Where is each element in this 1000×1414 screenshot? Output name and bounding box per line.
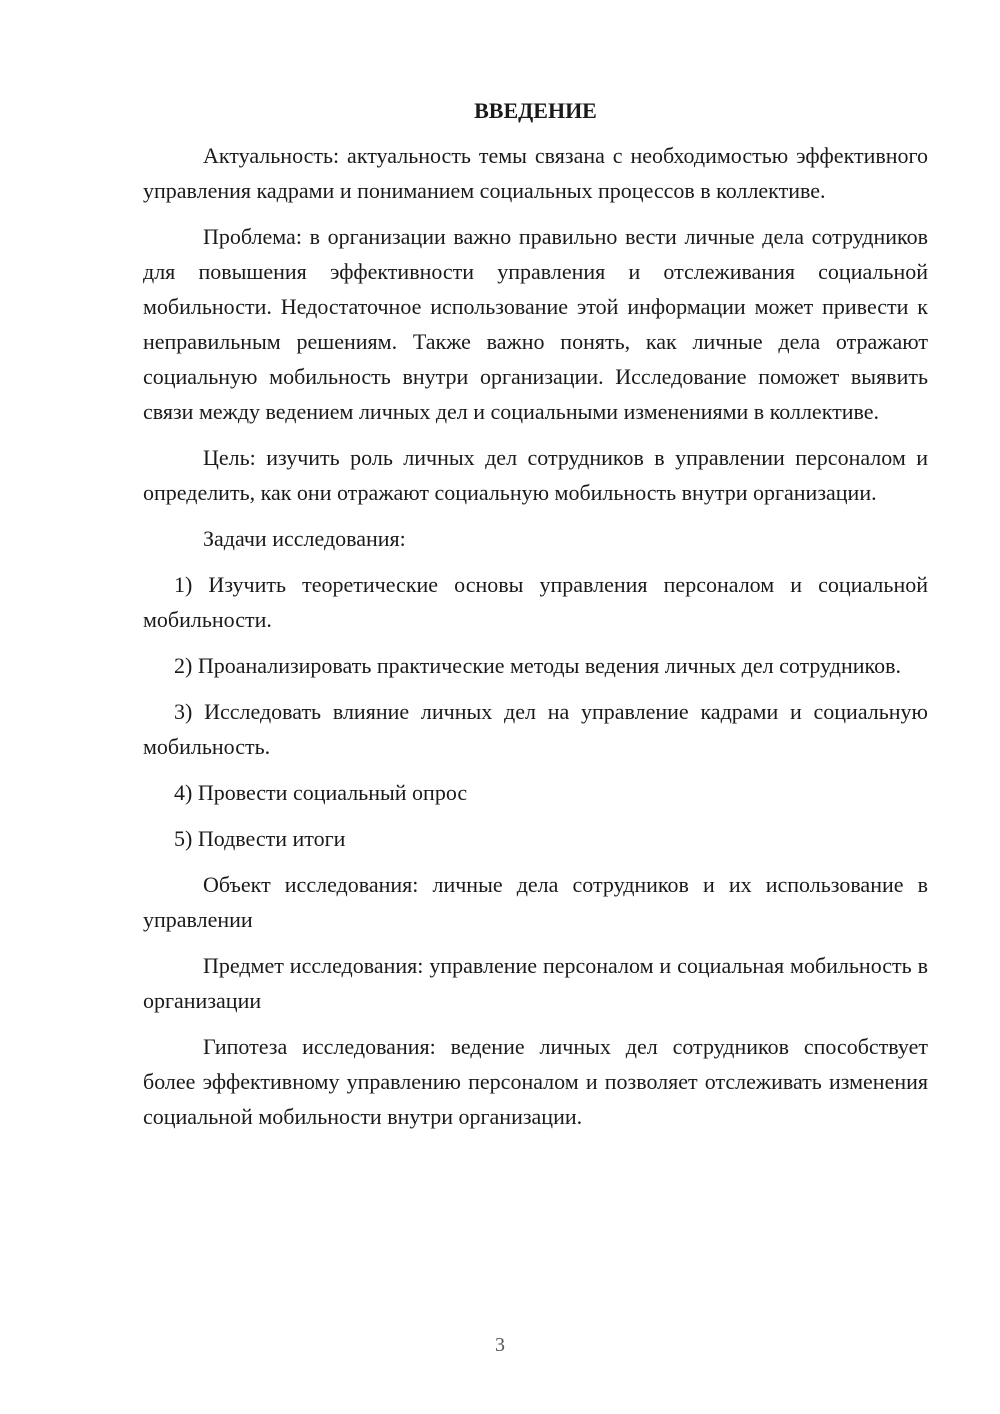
- relevance-paragraph: Актуальность: актуальность темы связана с необходимостью эффективного управления кадрами и пониманием социальных процессов в коллективе.: [143, 143, 928, 203]
- goal-paragraph: Цель: изучить роль личных дел сотрудников в управлении персоналом и определить, как они отражают социальную мобильность внутри организации.: [143, 445, 928, 505]
- hypothesis-paragraph: Гипотеза исследования: ведение личных дел сотрудников способствует более эффективному управлению персоналом и позволяет отслеживать изменения социальной мобильности внутри организации.: [143, 1034, 928, 1129]
- section-heading: ВВЕДЕНИЕ: [474, 98, 597, 123]
- task-item-4: 4) Провести социальный опрос: [174, 780, 468, 805]
- page-content: [143, 93, 928, 1145]
- task-item-1: 1) Изучить теоретические основы управления персоналом и социальной мобильности.: [143, 572, 928, 632]
- problem-paragraph: Проблема: в организации важно правильно вести личные дела сотрудников для повышения эффективности управления и отслеживания социальной мобильности. Недостаточное использование этой информации может привести к неправильным решениям. Также важно понять, как личные дела отражают социальную мобильность внутри организации. Исследование поможет выявить связи между ведением личных дел и социальными изменениями в коллективе.: [143, 224, 928, 424]
- subject-paragraph: Предмет исследования: управление персоналом и социальная мобильность в организации: [143, 953, 928, 1013]
- task-item-5: 5) Подвести итоги: [174, 826, 346, 851]
- task-item-2: 2) Проанализировать практические методы ведения личных дел сотрудников.: [174, 653, 901, 678]
- page-number: 3: [495, 1334, 505, 1356]
- object-paragraph: Объект исследования: личные дела сотрудников и их использование в управлении: [143, 872, 928, 932]
- task-item-3: 3) Исследовать влияние личных дел на управление кадрами и социальную мобильность.: [143, 699, 928, 759]
- tasks-title: Задачи исследования:: [203, 526, 406, 551]
